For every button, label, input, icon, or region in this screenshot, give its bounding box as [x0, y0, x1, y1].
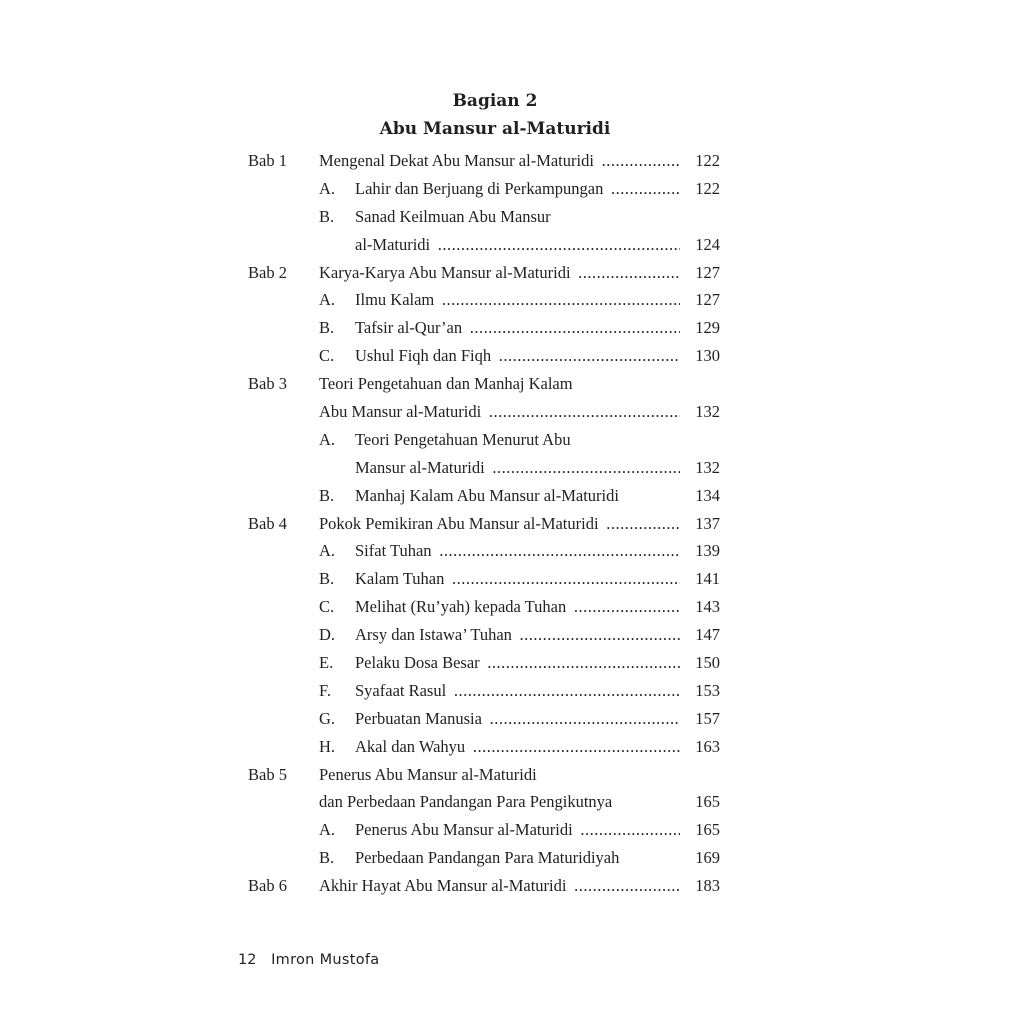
- toc-entry-text: Pokok Pemikiran Abu Mansur al-Maturidi: [319, 514, 602, 533]
- section-subtitle: Abu Mansur al-Maturidi: [379, 119, 611, 139]
- toc-row: [248, 259, 724, 287]
- table-of-contents: [248, 147, 724, 900]
- toc-chapter-label: Bab 3: [248, 374, 287, 394]
- toc-row: [248, 510, 724, 538]
- toc-entry-text: Kalam Tuhan: [355, 569, 447, 588]
- toc-entry-title: [355, 844, 680, 872]
- toc-entry-title: [355, 454, 680, 482]
- toc-entry-title: [319, 788, 680, 816]
- toc-entry-text: Arsy dan Istawa’ Tuhan: [355, 625, 515, 644]
- toc-entry-title: [319, 872, 680, 900]
- toc-row: [248, 203, 724, 231]
- toc-entry-text: Abu Mansur al-Maturidi: [319, 402, 484, 421]
- toc-entry-title: [319, 510, 680, 538]
- toc-subsection-letter: A.: [319, 820, 336, 840]
- toc-entry-text: Perbedaan Pandangan Para Maturidiyah: [355, 848, 622, 867]
- toc-entry-text: Akal dan Wahyu: [355, 737, 468, 756]
- toc-entry-text: Syafaat Rasul: [355, 681, 449, 700]
- toc-subsection-letter: H.: [319, 736, 336, 756]
- toc-page-number: 153: [695, 680, 720, 700]
- toc-entry-text: dan Perbedaan Pandangan Para Pengikutnya: [319, 792, 615, 811]
- toc-page-number: 157: [695, 708, 720, 728]
- toc-entry-title: [355, 621, 680, 649]
- toc-subsection-letter: B.: [319, 485, 335, 505]
- toc-subsection-letter: C.: [319, 597, 335, 617]
- toc-page-number: 150: [695, 653, 720, 673]
- toc-entry-title: [355, 593, 680, 621]
- footer-page-number: 12: [238, 952, 257, 968]
- toc-chapter-label: Bab 2: [248, 262, 287, 282]
- toc-subsection-letter: A.: [319, 429, 336, 449]
- toc-row: [248, 705, 724, 733]
- toc-entry-text: Sifat Tuhan: [355, 541, 435, 560]
- toc-entry-text: Melihat (Ru’yah) kepada Tuhan: [355, 597, 569, 616]
- toc-subsection-letter: F.: [319, 680, 331, 700]
- toc-row: [248, 649, 724, 677]
- toc-row: [248, 454, 724, 482]
- toc-page-number: 130: [695, 346, 720, 366]
- toc-row: [248, 621, 724, 649]
- toc-page-number: 127: [695, 262, 720, 282]
- toc-row: [248, 565, 724, 593]
- toc-entry-title: [355, 286, 680, 314]
- toc-entry-text: al-Maturidi: [355, 235, 433, 254]
- toc-subsection-letter: E.: [319, 653, 334, 673]
- toc-entry-text: Manhaj Kalam Abu Mansur al-Maturidi: [355, 486, 622, 505]
- toc-entry-title: [355, 705, 680, 733]
- toc-page-number: 132: [695, 457, 720, 477]
- section-title: Bagian 2: [452, 91, 538, 111]
- toc-page-number: 143: [695, 597, 720, 617]
- toc-page-number: 169: [695, 848, 720, 868]
- toc-page-number: 122: [695, 151, 720, 170]
- toc-entry-title: [355, 482, 680, 510]
- page-footer: [238, 952, 379, 968]
- toc-entry-title: [355, 677, 680, 705]
- toc-subsection-letter: A.: [319, 541, 336, 561]
- toc-entry-title: [319, 370, 680, 398]
- toc-entry-text: Penerus Abu Mansur al-Maturidi: [355, 820, 576, 839]
- toc-row: [248, 872, 724, 900]
- toc-page-number: 129: [695, 318, 720, 338]
- toc-subsection-letter: A.: [319, 178, 336, 198]
- toc-entry-title: [355, 231, 680, 259]
- toc-page-number: 134: [695, 485, 720, 505]
- toc-entry-title: [355, 565, 680, 593]
- toc-entry-text: Lahir dan Berjuang di Perkampungan: [355, 179, 606, 198]
- toc-entry-text: Perbuatan Manusia: [355, 709, 485, 728]
- toc-chapter-label: Bab 1: [248, 151, 287, 170]
- toc-page-number: 163: [695, 736, 720, 756]
- toc-row: [248, 286, 724, 314]
- toc-entry-text: Akhir Hayat Abu Mansur al-Maturidi: [319, 876, 569, 895]
- toc-entry-title: [355, 426, 680, 454]
- toc-row: [248, 482, 724, 510]
- toc-page-number: 137: [695, 513, 720, 533]
- toc-row: [248, 733, 724, 761]
- toc-subsection-letter: B.: [319, 848, 335, 868]
- toc-entry-title: [355, 175, 680, 203]
- toc-row: [248, 342, 724, 370]
- toc-row: [248, 370, 724, 398]
- toc-subsection-letter: G.: [319, 708, 336, 728]
- toc-page-number: 124: [695, 234, 720, 254]
- toc-row: [248, 788, 724, 816]
- toc-entry-text: Karya-Karya Abu Mansur al-Maturidi: [319, 263, 574, 282]
- toc-page-number: 147: [695, 625, 720, 645]
- toc-subsection-letter: A.: [319, 290, 336, 310]
- toc-row: [248, 231, 724, 259]
- toc-page-number: 141: [695, 569, 720, 589]
- toc-row: [248, 175, 724, 203]
- toc-page-number: 132: [695, 402, 720, 422]
- toc-entry-text: Ushul Fiqh dan Fiqh: [355, 346, 494, 365]
- toc-subsection-letter: B.: [319, 318, 335, 338]
- toc-row: [248, 677, 724, 705]
- toc-page-number: 139: [695, 541, 720, 561]
- toc-entry-title: [355, 342, 680, 370]
- toc-row: [248, 593, 724, 621]
- toc-entry-title: [319, 761, 680, 789]
- toc-row: [248, 816, 724, 844]
- toc-entry-text: Teori Pengetahuan dan Manhaj Kalam: [319, 374, 576, 393]
- toc-entry-title: [355, 314, 680, 342]
- toc-row: [248, 761, 724, 789]
- toc-page-number: 127: [695, 290, 720, 310]
- toc-chapter-label: Bab 6: [248, 876, 287, 896]
- toc-subsection-letter: B.: [319, 206, 335, 226]
- toc-entry-title: [319, 259, 680, 287]
- footer-author: Imron Mustofa: [271, 952, 380, 968]
- toc-entry-title: [355, 537, 680, 565]
- toc-entry-text: Sanad Keilmuan Abu Mansur: [355, 207, 554, 226]
- toc-chapter-label: Bab 4: [248, 513, 287, 533]
- toc-entry-text: Tafsir al-Qur’an: [355, 318, 465, 337]
- toc-row: [248, 426, 724, 454]
- toc-row: [248, 147, 724, 175]
- toc-entry-title: [355, 733, 680, 761]
- toc-entry-text: Mengenal Dekat Abu Mansur al-Maturidi: [319, 151, 597, 170]
- toc-entry-title: [319, 147, 680, 175]
- toc-entry-title: [319, 398, 680, 426]
- toc-row: [248, 398, 724, 426]
- toc-row: [248, 844, 724, 872]
- toc-subsection-letter: B.: [319, 569, 335, 589]
- toc-page-number: 165: [695, 792, 720, 812]
- toc-entry-title: [355, 816, 680, 844]
- toc-page-number: 165: [695, 820, 720, 840]
- toc-entry-title: [355, 649, 680, 677]
- toc-entry-title: [355, 203, 680, 231]
- toc-entry-text: Ilmu Kalam: [355, 290, 437, 309]
- toc-row: [248, 314, 724, 342]
- toc-entry-text: Teori Pengetahuan Menurut Abu: [355, 430, 574, 449]
- toc-entry-text: Mansur al-Maturidi: [355, 458, 488, 477]
- toc-subsection-letter: D.: [319, 625, 336, 645]
- toc-entry-text: Pelaku Dosa Besar: [355, 653, 483, 672]
- toc-page-number: 122: [695, 178, 720, 198]
- toc-row: [248, 537, 724, 565]
- toc-entry-text: Penerus Abu Mansur al-Maturidi: [319, 765, 540, 784]
- toc-chapter-label: Bab 5: [248, 764, 287, 784]
- toc-subsection-letter: C.: [319, 346, 335, 366]
- toc-page-number: 183: [695, 876, 720, 896]
